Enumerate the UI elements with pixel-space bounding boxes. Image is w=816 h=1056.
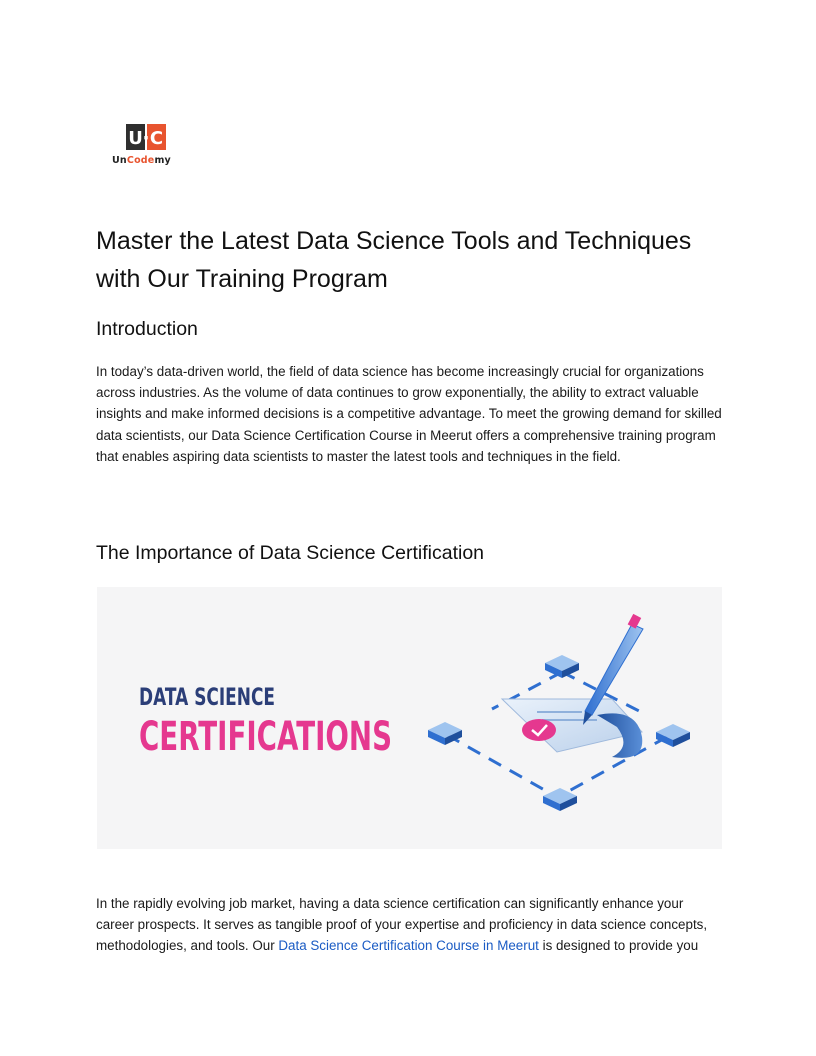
logo-wordmark-accent: Code [126, 155, 155, 166]
certificate-scroll-icon [502, 699, 642, 758]
logo-mark [126, 124, 166, 150]
certification-banner-image [97, 587, 722, 849]
importance-paragraph-text: In the rapidly evolving job market, having a data science certification can significantly enhance your career prospects. It serves as tangible proof of your expertise and proficiency in data science concepts, methodologies, and tools. Our [96, 896, 708, 954]
introduction-heading: Introduction [96, 318, 198, 340]
logo-letter-c: C [149, 128, 164, 149]
logo-dot [144, 136, 147, 139]
page-title: Master the Latest Data Science Tools and Techniques with Our Training Program [96, 227, 692, 293]
uncodemy-logo [112, 124, 182, 170]
banner-line-data-science: DATA SCIENCE [139, 683, 275, 711]
logo-wordmark-suffix: my [154, 155, 171, 166]
importance-paragraph-tail: is designed to provide you [538, 938, 699, 954]
logo-letter-u: U [128, 128, 143, 149]
logo-wordmark-prefix: Un [112, 155, 127, 166]
course-link[interactable]: Data Science Certification Course in Meerut [278, 938, 539, 954]
logo-wordmark [112, 155, 182, 166]
introduction-paragraph: In today’s data-driven world, the field of data science has become increasingly crucial for organizations across industries. As the volume of data continues to grow exponentially, the ability to extract valuable insights and make informed decisions is a competitive advantage. To meet the growing demand for skilled data scientists, our Data Science Certification Course in Meerut offers a comprehensive training program that enables aspiring data scientists to master the latest tools and techniques in the field. [96, 364, 722, 464]
importance-paragraph [96, 893, 724, 957]
server-node-icon-right [656, 724, 690, 747]
banner-line-certifications: CERTIFICATIONS [139, 714, 392, 760]
banner-illustration [97, 587, 722, 849]
server-node-icon-top [545, 655, 579, 678]
check-badge-icon [522, 719, 556, 741]
importance-heading: The Importance of Data Science Certification [96, 542, 485, 564]
server-node-icon-bottom [543, 788, 577, 811]
